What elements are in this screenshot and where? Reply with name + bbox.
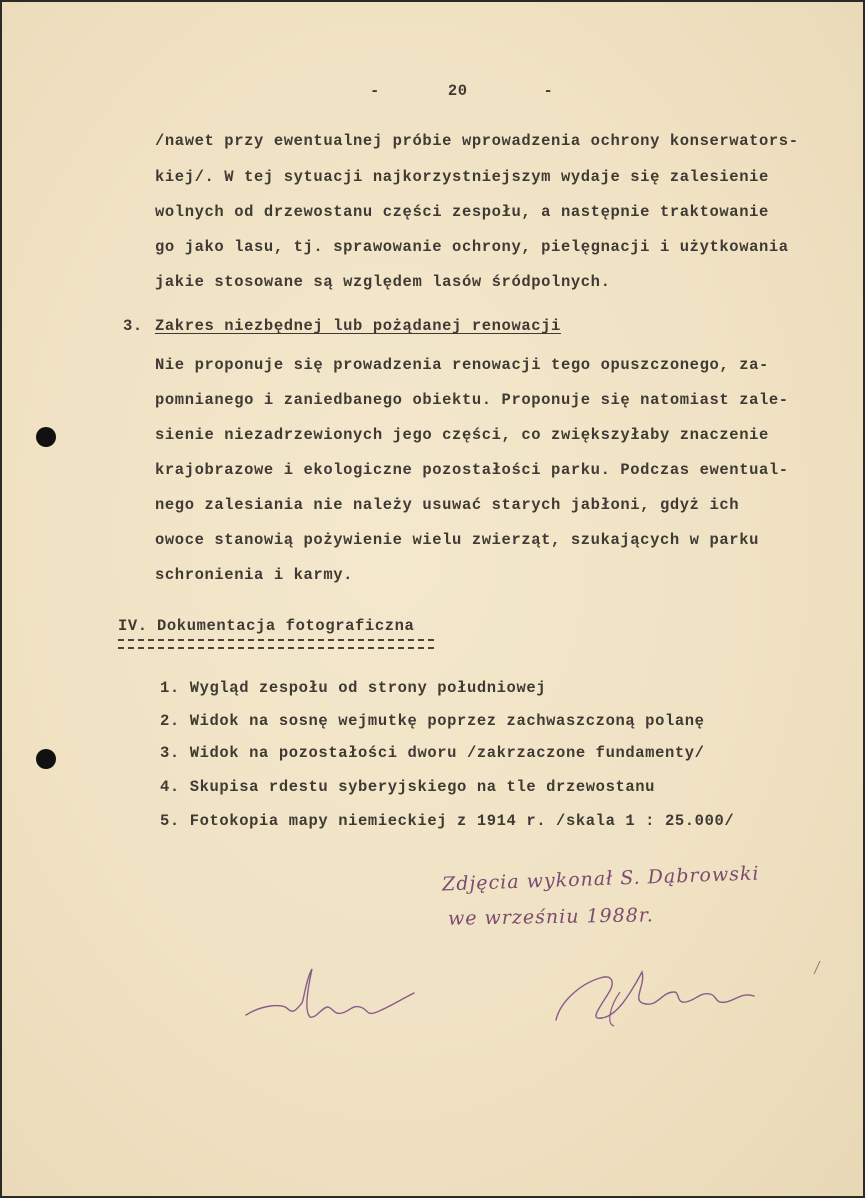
photo-list-item: 5. Fotokopia mapy niemieckiej z 1914 r. /skala 1 : 25.000/ [160, 812, 735, 830]
section-3-line: Nie proponuje się prowadzenia renowacji tego opuszczonego, za- [155, 356, 769, 374]
section-3-heading: Zakres niezbędnej lub pożądanej renowacji [155, 317, 561, 335]
signature-right [550, 962, 765, 1032]
double-underline [118, 639, 434, 649]
photo-list-item: 2. Widok na sosnę wejmutkę poprzez zachwaszczoną polanę [160, 712, 705, 730]
section-3-line: pomnianego i zaniedbanego obiektu. Proponuje się natomiast zale- [155, 391, 789, 409]
section-3-line: nego zalesiania nie należy usuwać starych jabłoni, gdyż ich [155, 496, 740, 514]
paragraph-line: /nawet przy ewentualnej próbie wprowadzenia ochrony konserwators- [155, 132, 799, 150]
section-IV-heading: Dokumentacja fotograficzna [157, 617, 415, 635]
photo-list-item: 4. Skupisa rdestu syberyjskiego na tle drzewostanu [160, 778, 656, 796]
punch-hole [36, 749, 56, 769]
paragraph-line: kiej/. W tej sytuacji najkorzystniejszym wydaje się zalesienie [155, 168, 769, 186]
paragraph-line: wolnych od drzewostanu części zespołu, a następnie traktowanie [155, 203, 769, 221]
section-IV-number: IV. [118, 617, 148, 635]
section-3-line: sienie niezadrzewionych jego części, co zwiększyłaby znaczenie [155, 426, 769, 444]
handwritten-note-line-2: we wrześniu 1988r. [447, 904, 655, 930]
page-number-row [370, 82, 570, 100]
stray-mark [812, 960, 822, 976]
signature-left [242, 967, 432, 1027]
photo-list-item: 1. Wygląd zespołu od strony południowej [160, 679, 547, 697]
section-3-line: krajobrazowe i ekologiczne pozostałości parku. Podczas ewentual- [155, 461, 789, 479]
paragraph-line: jakie stosowane są względem lasów śródpolnych. [155, 273, 611, 291]
photo-list-item: 3. Widok na pozostałości dworu /zakrzaczone fundamenty/ [160, 744, 705, 762]
section-3-line: schronienia i karmy. [155, 566, 354, 584]
paragraph-line: go jako lasu, tj. sprawowanie ochrony, pielęgnacji i użytkowania [155, 238, 789, 256]
page-number: 20 [447, 82, 468, 100]
page-number-dash-left: - [370, 82, 380, 100]
section-3-number: 3. [123, 317, 143, 335]
page-number-dash-right: - [543, 82, 554, 100]
handwritten-note-line-1: Zdjęcia wykonał S. Dąbrowski [441, 862, 760, 896]
punch-hole [36, 427, 56, 447]
section-3-line: owoce stanowią pożywienie wielu zwierząt, szukających w parku [155, 531, 759, 549]
